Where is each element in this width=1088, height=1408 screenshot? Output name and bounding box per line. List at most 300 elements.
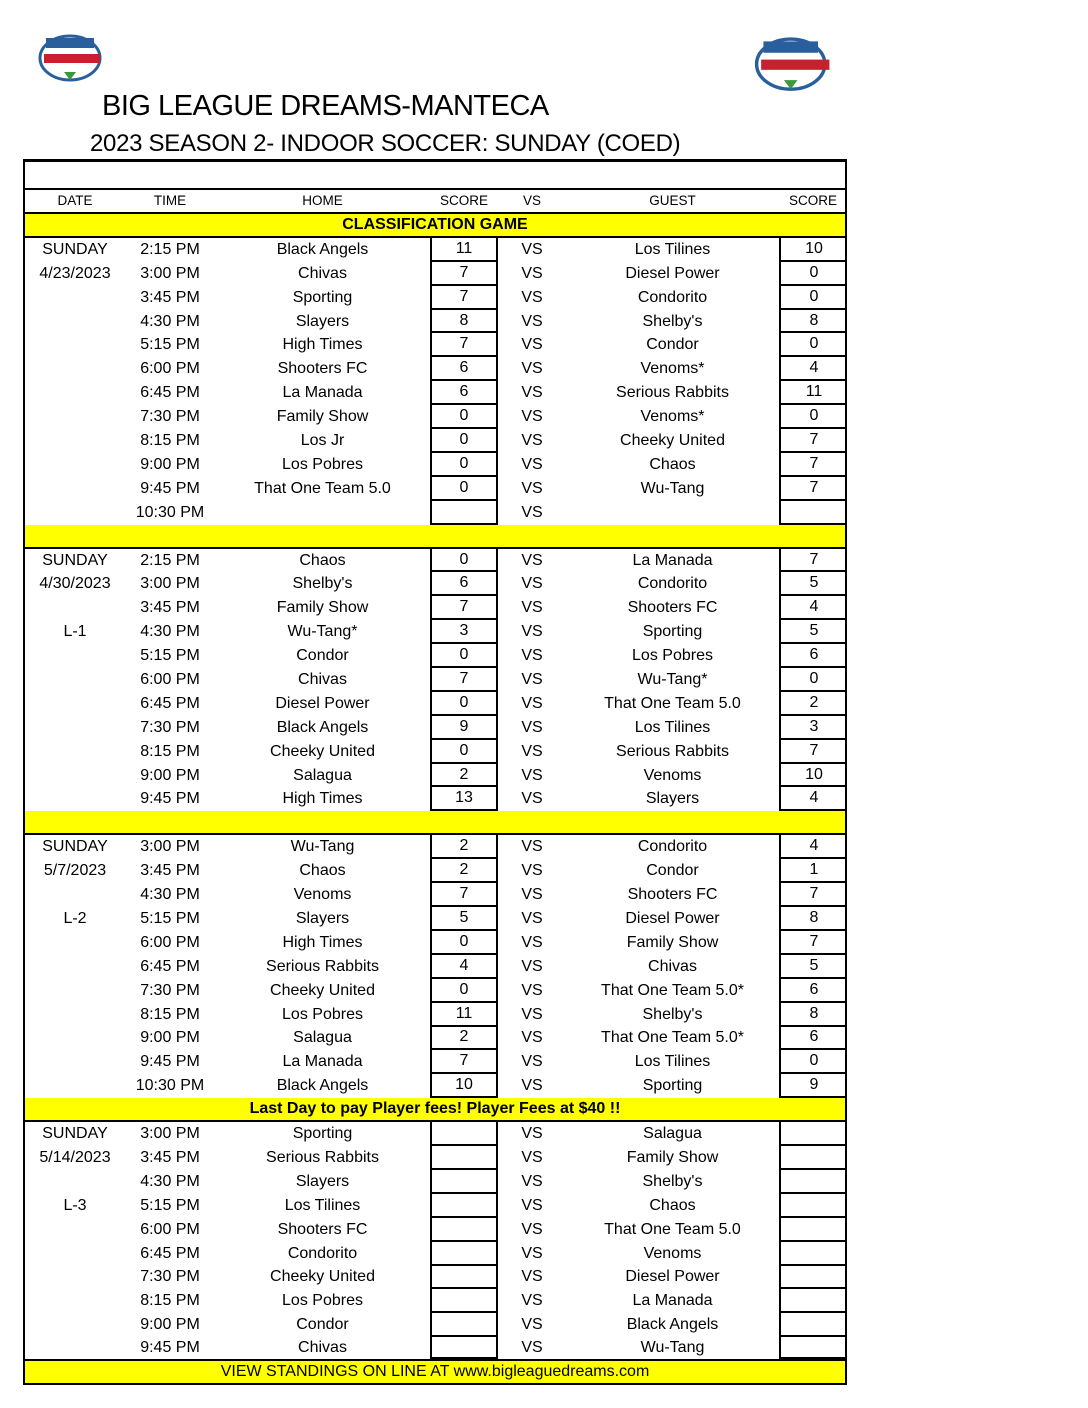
vs-cell: VS	[521, 551, 543, 569]
date-cell	[25, 668, 125, 692]
date-cell	[25, 429, 125, 453]
guest-team-cell: Shooters FC	[627, 886, 718, 904]
date-cell	[25, 716, 125, 740]
date-cell	[25, 764, 125, 788]
home-team-cell: Wu-Tang*	[287, 623, 358, 641]
guest-score-cell: 4	[779, 787, 847, 811]
guest-team-cell: Serious Rabbits	[616, 742, 729, 760]
home-team-cell: Black Angels	[276, 718, 369, 736]
date-cell	[25, 644, 125, 668]
home-team-cell: Los Jr	[300, 431, 345, 449]
guest-team-cell: La Manada	[632, 1292, 713, 1310]
home-score-cell: 2	[430, 859, 498, 883]
vs-cell: VS	[521, 599, 543, 617]
guest-team-cell: Wu-Tang*	[637, 670, 708, 688]
home-team-cell: Wu-Tang	[290, 838, 355, 856]
date-cell	[25, 596, 125, 620]
home-score-cell: 0	[430, 979, 498, 1003]
date-cell	[25, 333, 125, 357]
time-cell: 8:15 PM	[140, 1292, 200, 1310]
time-cell: 9:00 PM	[140, 455, 200, 473]
date-cell: SUNDAY	[42, 240, 108, 258]
guest-score-cell: 6	[779, 1027, 847, 1051]
guest-score-cell	[779, 1122, 847, 1146]
home-score-cell	[430, 1266, 498, 1290]
table-row	[23, 1146, 847, 1170]
date-cell: L-3	[63, 1196, 87, 1214]
table-row	[23, 787, 847, 811]
home-score-cell	[430, 1146, 498, 1170]
guest-score-cell: 0	[779, 1050, 847, 1074]
home-score-cell: 6	[430, 381, 498, 405]
vs-cell: VS	[521, 1125, 543, 1143]
guest-score-cell: 0	[779, 333, 847, 357]
column-headers	[23, 190, 847, 214]
guest-team-cell: Diesel Power	[625, 909, 720, 927]
home-team-cell: Sporting	[292, 288, 353, 306]
home-team-cell: Sporting	[292, 1125, 353, 1143]
home-score-cell	[430, 1218, 498, 1242]
guest-team-cell: Venoms*	[640, 408, 705, 426]
time-cell: 3:00 PM	[140, 838, 200, 856]
time-cell: 8:15 PM	[140, 742, 200, 760]
guest-team-cell: Serious Rabbits	[616, 384, 729, 402]
guest-score-cell: 0	[779, 405, 847, 429]
vs-cell: VS	[521, 1149, 543, 1166]
date-cell	[25, 1170, 125, 1194]
vs-cell: VS	[521, 240, 543, 258]
home-score-cell: 7	[430, 286, 498, 310]
home-score-cell: 7	[430, 333, 498, 357]
time-cell: 6:00 PM	[140, 670, 200, 688]
guest-team-cell: Shooters FC	[627, 599, 718, 617]
time-cell: 6:45 PM	[140, 1244, 200, 1262]
home-score-cell: 10	[430, 1074, 498, 1098]
table-row	[23, 286, 847, 310]
guest-team-cell: Wu-Tang	[640, 1339, 705, 1357]
date-cell	[25, 883, 125, 907]
time-cell: 6:45 PM	[140, 384, 200, 402]
vs-cell: VS	[521, 1196, 543, 1214]
guest-score-cell: 10	[779, 238, 847, 262]
time-cell: 6:45 PM	[140, 694, 200, 712]
guest-team-cell: Los Tilines	[634, 1053, 711, 1071]
vs-cell: VS	[521, 981, 543, 999]
date-cell	[25, 501, 125, 525]
table-row	[23, 931, 847, 955]
guest-team-cell: Condor	[646, 862, 699, 880]
time-cell: 6:00 PM	[140, 360, 200, 378]
guest-team-cell	[566, 501, 779, 525]
vs-cell: VS	[521, 431, 543, 449]
guest-team-cell: Cheeky United	[620, 431, 725, 449]
home-score-cell	[430, 1122, 498, 1146]
home-team-cell: La Manada	[282, 384, 363, 402]
logo-left	[36, 28, 108, 86]
guest-team-cell: Salagua	[643, 1125, 702, 1143]
home-score-cell	[430, 1337, 498, 1359]
vs-cell: VS	[521, 1339, 543, 1357]
guest-team-cell: Family Show	[626, 1149, 719, 1166]
home-team-cell: Slayers	[295, 909, 350, 927]
home-score-cell: 0	[430, 549, 498, 573]
vs-cell: VS	[521, 408, 543, 426]
home-team-cell: Salagua	[293, 1029, 352, 1047]
time-cell: 7:30 PM	[140, 408, 200, 426]
home-team-cell: High Times	[282, 790, 363, 808]
guest-score-cell: 8	[779, 1003, 847, 1027]
guest-team-cell: Black Angels	[626, 1316, 719, 1334]
home-score-cell: 0	[430, 453, 498, 477]
vs-cell: VS	[521, 1029, 543, 1047]
home-team-cell: That One Team 5.0	[254, 479, 391, 497]
time-cell: 9:00 PM	[140, 1029, 200, 1047]
home-team-cell: Shelby's	[292, 575, 353, 593]
home-score-cell: 0	[430, 477, 498, 501]
guest-score-cell	[779, 1146, 847, 1170]
time-cell: 9:00 PM	[140, 1316, 200, 1334]
home-score-cell: 0	[430, 644, 498, 668]
date-cell: SUNDAY	[42, 838, 108, 856]
guest-score-cell: 3	[779, 716, 847, 740]
time-cell: 7:30 PM	[140, 981, 200, 999]
home-team-cell: Cheeky United	[270, 981, 375, 999]
home-team-cell: Condorito	[287, 1244, 358, 1262]
time-cell: 5:15 PM	[140, 336, 200, 354]
date-cell	[25, 1242, 125, 1266]
blank-header-box	[23, 162, 847, 190]
home-score-cell: 0	[430, 405, 498, 429]
guest-score-cell: 7	[779, 477, 847, 501]
home-team-cell: Shooters FC	[277, 1220, 368, 1238]
home-team-cell: Family Show	[276, 599, 369, 617]
table-row	[23, 979, 847, 1003]
date-cell: 4/30/2023	[39, 575, 111, 593]
date-cell	[25, 1003, 125, 1027]
guest-score-cell	[779, 1242, 847, 1266]
home-team-cell: High Times	[282, 336, 363, 354]
vs-cell: VS	[521, 647, 543, 665]
home-team-cell: Diesel Power	[275, 694, 370, 712]
home-team-cell: Cheeky United	[270, 1268, 375, 1286]
time-cell: 9:45 PM	[140, 1339, 200, 1357]
table-row	[23, 1218, 847, 1242]
home-score-cell	[430, 1194, 498, 1218]
home-score-cell: 9	[430, 716, 498, 740]
vs-cell: VS	[521, 288, 543, 306]
table-row	[23, 835, 847, 859]
vs-cell: VS	[521, 384, 543, 402]
vs-cell: VS	[521, 1244, 543, 1262]
time-cell: 7:30 PM	[140, 718, 200, 736]
table-row	[23, 716, 847, 740]
vs-cell: VS	[521, 360, 543, 378]
header-home-score: SCORE	[439, 193, 488, 209]
date-cell	[25, 286, 125, 310]
table-row	[23, 692, 847, 716]
home-score-cell	[430, 1289, 498, 1313]
date-cell: L-2	[63, 909, 87, 927]
home-score-cell: 11	[430, 238, 498, 262]
home-score-cell: 7	[430, 262, 498, 286]
table-row	[23, 501, 847, 525]
home-team-cell: Cheeky United	[270, 742, 375, 760]
home-team-cell: Shooters FC	[277, 360, 368, 378]
header-time: TIME	[153, 193, 187, 209]
home-score-cell: 7	[430, 1050, 498, 1074]
guest-score-cell: 5	[779, 572, 847, 596]
guest-team-cell: That One Team 5.0*	[601, 1029, 744, 1047]
home-score-cell: 0	[430, 692, 498, 716]
time-cell: 2:15 PM	[140, 240, 200, 258]
time-cell: 3:00 PM	[140, 1125, 200, 1143]
home-team-cell: Los Tilines	[284, 1196, 361, 1214]
guest-team-cell: Family Show	[626, 933, 719, 951]
home-team-cell: Serious Rabbits	[266, 1149, 379, 1166]
table-row	[23, 1266, 847, 1290]
table-row	[23, 644, 847, 668]
table-row	[23, 907, 847, 931]
vs-cell: VS	[521, 886, 543, 904]
date-cell	[25, 310, 125, 334]
guest-score-cell: 11	[779, 381, 847, 405]
guest-team-cell: Wu-Tang	[640, 479, 705, 497]
vs-cell: VS	[521, 1316, 543, 1334]
guest-score-cell	[779, 1337, 847, 1359]
header-date: DATE	[57, 193, 93, 209]
table-row	[23, 955, 847, 979]
vs-cell: VS	[521, 1172, 543, 1190]
guest-team-cell: Los Tilines	[634, 718, 711, 736]
guest-score-cell	[779, 1266, 847, 1290]
guest-score-cell: 6	[779, 979, 847, 1003]
guest-score-cell: 10	[779, 764, 847, 788]
guest-score-cell: 8	[779, 310, 847, 334]
home-score-cell	[430, 1242, 498, 1266]
home-score-cell: 6	[430, 357, 498, 381]
page-title: BIG LEAGUE DREAMS-MANTECA	[102, 90, 549, 122]
guest-team-cell: Los Pobres	[632, 647, 713, 665]
logo-right	[747, 30, 839, 96]
time-cell: 4:30 PM	[140, 623, 200, 641]
guest-team-cell: Condorito	[637, 288, 708, 306]
home-team-cell: Black Angels	[276, 240, 369, 258]
guest-team-cell: Venoms	[643, 1244, 702, 1262]
home-team-cell: High Times	[282, 933, 363, 951]
guest-team-cell: Condorito	[637, 838, 708, 856]
time-cell: 3:45 PM	[140, 288, 200, 306]
time-cell: 4:30 PM	[140, 886, 200, 904]
guest-score-cell: 7	[779, 429, 847, 453]
home-score-cell: 0	[430, 740, 498, 764]
time-cell: 2:15 PM	[140, 551, 200, 569]
guest-team-cell: That One Team 5.0*	[601, 981, 744, 999]
guest-score-cell	[779, 1218, 847, 1242]
week-banner	[23, 811, 847, 835]
vs-cell: VS	[521, 1220, 543, 1238]
time-cell: 5:15 PM	[140, 1196, 200, 1214]
table-row	[23, 883, 847, 907]
date-cell: SUNDAY	[42, 551, 108, 569]
vs-cell: VS	[521, 455, 543, 473]
table-row	[23, 453, 847, 477]
footer-banner: VIEW STANDINGS ON LINE AT www.bigleaguedreams.com	[23, 1361, 847, 1385]
guest-team-cell: Venoms*	[640, 360, 705, 378]
vs-cell: VS	[521, 957, 543, 975]
home-team-cell	[215, 501, 430, 525]
time-cell: 4:30 PM	[140, 312, 200, 330]
time-cell: 3:45 PM	[140, 862, 200, 880]
guest-score-cell: 4	[779, 835, 847, 859]
date-cell	[25, 979, 125, 1003]
guest-score-cell: 6	[779, 644, 847, 668]
home-team-cell: Los Pobres	[282, 1005, 363, 1023]
time-cell: 8:15 PM	[140, 1005, 200, 1023]
home-score-cell: 0	[430, 429, 498, 453]
page-subtitle: 2023 SEASON 2- INDOOR SOCCER: SUNDAY (COED)	[90, 130, 681, 157]
date-cell	[25, 381, 125, 405]
guest-score-cell	[779, 1170, 847, 1194]
date-cell	[25, 955, 125, 979]
home-team-cell: Serious Rabbits	[266, 957, 379, 975]
time-cell: 9:45 PM	[140, 790, 200, 808]
date-cell	[25, 740, 125, 764]
home-score-cell	[430, 1313, 498, 1337]
home-team-cell: Los Pobres	[282, 1292, 363, 1310]
date-cell	[25, 1337, 125, 1359]
vs-cell: VS	[521, 1005, 543, 1023]
guest-team-cell: Shelby's	[642, 312, 703, 330]
guest-team-cell: Diesel Power	[625, 264, 720, 282]
vs-cell: VS	[521, 575, 543, 593]
table-row	[23, 1050, 847, 1074]
time-cell: 8:15 PM	[140, 431, 200, 449]
guest-score-cell: 7	[779, 931, 847, 955]
date-cell	[25, 477, 125, 501]
home-team-cell: Slayers	[295, 312, 350, 330]
table-row	[23, 1242, 847, 1266]
home-score-cell: 2	[430, 764, 498, 788]
time-cell: 10:30 PM	[135, 1077, 205, 1095]
time-cell: 3:45 PM	[140, 599, 200, 617]
guest-score-cell: 1	[779, 859, 847, 883]
table-row	[23, 1122, 847, 1146]
home-team-cell: Condor	[296, 1316, 349, 1334]
home-score-cell: 7	[430, 668, 498, 692]
table-row	[23, 572, 847, 596]
table-row	[23, 1027, 847, 1051]
home-team-cell: Chivas	[298, 264, 347, 282]
date-cell	[25, 1074, 125, 1098]
table-row	[23, 620, 847, 644]
date-cell	[25, 453, 125, 477]
table-row	[23, 310, 847, 334]
guest-team-cell: Chivas	[648, 957, 697, 975]
date-cell	[25, 931, 125, 955]
home-team-cell: Chaos	[299, 862, 346, 880]
table-row	[23, 1003, 847, 1027]
time-cell: 9:45 PM	[140, 479, 200, 497]
vs-cell: VS	[521, 670, 543, 688]
home-score-cell: 7	[430, 883, 498, 907]
date-cell: 5/7/2023	[43, 862, 107, 880]
table-row	[23, 405, 847, 429]
guest-team-cell: That One Team 5.0	[604, 694, 741, 712]
vs-cell: VS	[521, 766, 543, 784]
time-cell: 9:45 PM	[140, 1053, 200, 1071]
home-score-cell	[430, 501, 498, 525]
guest-team-cell: Slayers	[645, 790, 700, 808]
home-team-cell: Los Pobres	[282, 455, 363, 473]
date-cell	[25, 1266, 125, 1290]
week-banner: CLASSIFICATION GAME	[23, 214, 847, 238]
table-row	[23, 262, 847, 286]
guest-score-cell	[779, 501, 847, 525]
home-score-cell: 6	[430, 572, 498, 596]
date-cell: 5/14/2023	[39, 1149, 111, 1166]
date-cell	[25, 1218, 125, 1242]
home-team-cell: Slayers	[295, 1172, 350, 1190]
vs-cell: VS	[521, 909, 543, 927]
vs-cell: VS	[521, 623, 543, 641]
home-team-cell: Chivas	[298, 1339, 347, 1357]
table-row	[23, 381, 847, 405]
table-row	[23, 1170, 847, 1194]
guest-score-cell	[779, 1313, 847, 1337]
date-cell	[25, 1289, 125, 1313]
time-cell: 9:00 PM	[140, 766, 200, 784]
home-team-cell: Condor	[296, 647, 349, 665]
table-row	[23, 1313, 847, 1337]
vs-cell: VS	[521, 1292, 543, 1310]
home-team-cell: Chaos	[299, 551, 346, 569]
vs-cell: VS	[521, 312, 543, 330]
home-team-cell: Salagua	[293, 766, 352, 784]
date-cell: 4/23/2023	[39, 264, 111, 282]
schedule-table	[23, 159, 847, 1385]
guest-team-cell: Chaos	[649, 455, 696, 473]
table-row	[23, 1337, 847, 1361]
header-guest-score: SCORE	[788, 193, 837, 209]
table-row	[23, 740, 847, 764]
guest-score-cell: 5	[779, 620, 847, 644]
vs-cell: VS	[521, 1053, 543, 1071]
home-score-cell: 2	[430, 835, 498, 859]
guest-score-cell: 0	[779, 262, 847, 286]
header-vs: VS	[522, 193, 541, 209]
header-guest: GUEST	[649, 193, 696, 209]
guest-score-cell: 4	[779, 596, 847, 620]
vs-cell: VS	[521, 503, 543, 521]
guest-score-cell: 0	[779, 668, 847, 692]
time-cell: 6:00 PM	[140, 1220, 200, 1238]
table-row	[23, 668, 847, 692]
guest-team-cell: Condorito	[637, 575, 708, 593]
time-cell: 3:00 PM	[140, 264, 200, 282]
guest-team-cell: Shelby's	[642, 1172, 703, 1190]
vs-cell: VS	[521, 790, 543, 808]
table-row	[23, 238, 847, 262]
guest-score-cell: 0	[779, 286, 847, 310]
home-team-cell: Black Angels	[276, 1077, 369, 1095]
date-cell	[25, 405, 125, 429]
vs-cell: VS	[521, 742, 543, 760]
table-row	[23, 764, 847, 788]
guest-team-cell: Chaos	[649, 1196, 696, 1214]
table-row	[23, 429, 847, 453]
guest-team-cell: Diesel Power	[625, 1268, 720, 1286]
home-team-cell: Chivas	[298, 670, 347, 688]
